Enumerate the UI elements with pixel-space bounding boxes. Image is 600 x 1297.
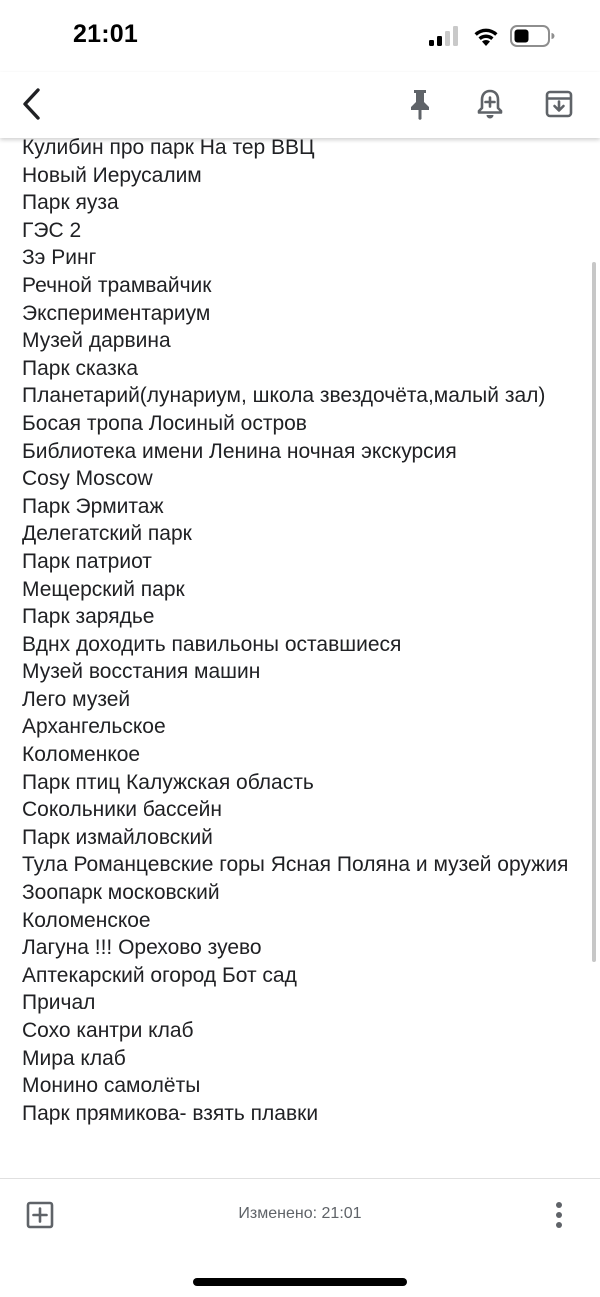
note-line[interactable]: Парк прямикова- взять плавки: [22, 1101, 319, 1125]
wifi-icon: [472, 25, 500, 47]
note-line[interactable]: Мира клаб: [22, 1046, 126, 1070]
note-line[interactable]: Архангельское: [22, 715, 166, 739]
note-line[interactable]: Парк патриот: [22, 549, 152, 573]
cellular-signal-icon: [428, 25, 462, 47]
edited-timestamp: Изменено: 21:01: [238, 1205, 362, 1222]
note-line[interactable]: Парк зарядье: [22, 605, 155, 629]
status-icons: [428, 24, 556, 48]
note-line[interactable]: Экспериментариум: [22, 301, 211, 325]
reminder-button[interactable]: [466, 80, 514, 128]
more-options-button[interactable]: [535, 1191, 583, 1239]
note-line[interactable]: Парк Эрмитаж: [22, 494, 164, 518]
note-line[interactable]: Монино самолёты: [22, 1074, 201, 1098]
note-line[interactable]: Планетарий(лунариум, школа звездочёта,малый зал): [22, 384, 546, 408]
note-line[interactable]: Зоопарк московский: [22, 881, 220, 905]
back-button[interactable]: [8, 80, 56, 128]
pin-icon: [406, 88, 434, 120]
note-line[interactable]: Парк птиц Калужская область: [22, 770, 314, 794]
bell-plus-icon: [475, 88, 505, 120]
note-line[interactable]: Лего музей: [22, 687, 131, 711]
note-line[interactable]: Сокольники бассейн: [22, 798, 222, 822]
note-line[interactable]: Cosy Moscow: [22, 467, 153, 491]
note-content[interactable]: [0, 138, 600, 1178]
note-line[interactable]: Лагуна !!! Орехово зуево: [22, 936, 262, 960]
note-line[interactable]: Парк сказка: [22, 356, 139, 380]
note-line[interactable]: Причал: [22, 991, 96, 1015]
archive-icon: [544, 89, 574, 119]
note-line[interactable]: Парк измайловский: [22, 825, 213, 849]
note-line[interactable]: Музей восстания машин: [22, 660, 261, 684]
note-line[interactable]: Новый Иерусалим: [22, 163, 202, 187]
chevron-left-icon: [19, 87, 45, 121]
note-line[interactable]: Аптекарский огород Бот сад: [22, 963, 297, 987]
note-line[interactable]: Сохо кантри клаб: [22, 1019, 194, 1042]
note-line[interactable]: Коломенкое: [22, 743, 141, 767]
note-line[interactable]: ГЭС 2: [22, 218, 82, 242]
note-body[interactable]: [22, 138, 570, 1127]
status-time: 21:01: [73, 20, 138, 48]
note-line[interactable]: Музей дарвина: [22, 329, 171, 353]
home-indicator: [193, 1278, 407, 1286]
note-line[interactable]: Кулибин про парк На тер ВВЦ: [22, 138, 315, 159]
battery-icon: [510, 24, 556, 48]
archive-button[interactable]: [535, 80, 583, 128]
note-line[interactable]: Мещерский парк: [22, 577, 185, 601]
note-line[interactable]: Парк яуза: [22, 191, 119, 215]
more-vertical-icon: [554, 1200, 564, 1230]
scrollbar[interactable]: [592, 262, 596, 962]
note-line[interactable]: Тула Романцевские горы Ясная Поляна и музей оружия: [22, 853, 569, 877]
bottom-bar: [0, 1178, 600, 1251]
note-line[interactable]: Речной трамвайчик: [22, 273, 212, 297]
status-bar: [0, 0, 600, 72]
note-line[interactable]: Библиотека имени Ленина ночная экскурсия: [22, 439, 457, 463]
note-line[interactable]: Зэ Ринг: [22, 246, 97, 270]
note-line[interactable]: Делегатский парк: [22, 522, 192, 546]
note-line[interactable]: Босая тропа Лосиный остров: [22, 411, 307, 435]
note-line[interactable]: Коломенское: [22, 908, 151, 932]
pin-button[interactable]: [396, 80, 444, 128]
note-line[interactable]: Вднх доходить павильоны оставшиеся: [22, 632, 402, 656]
note-toolbar: [0, 72, 600, 138]
